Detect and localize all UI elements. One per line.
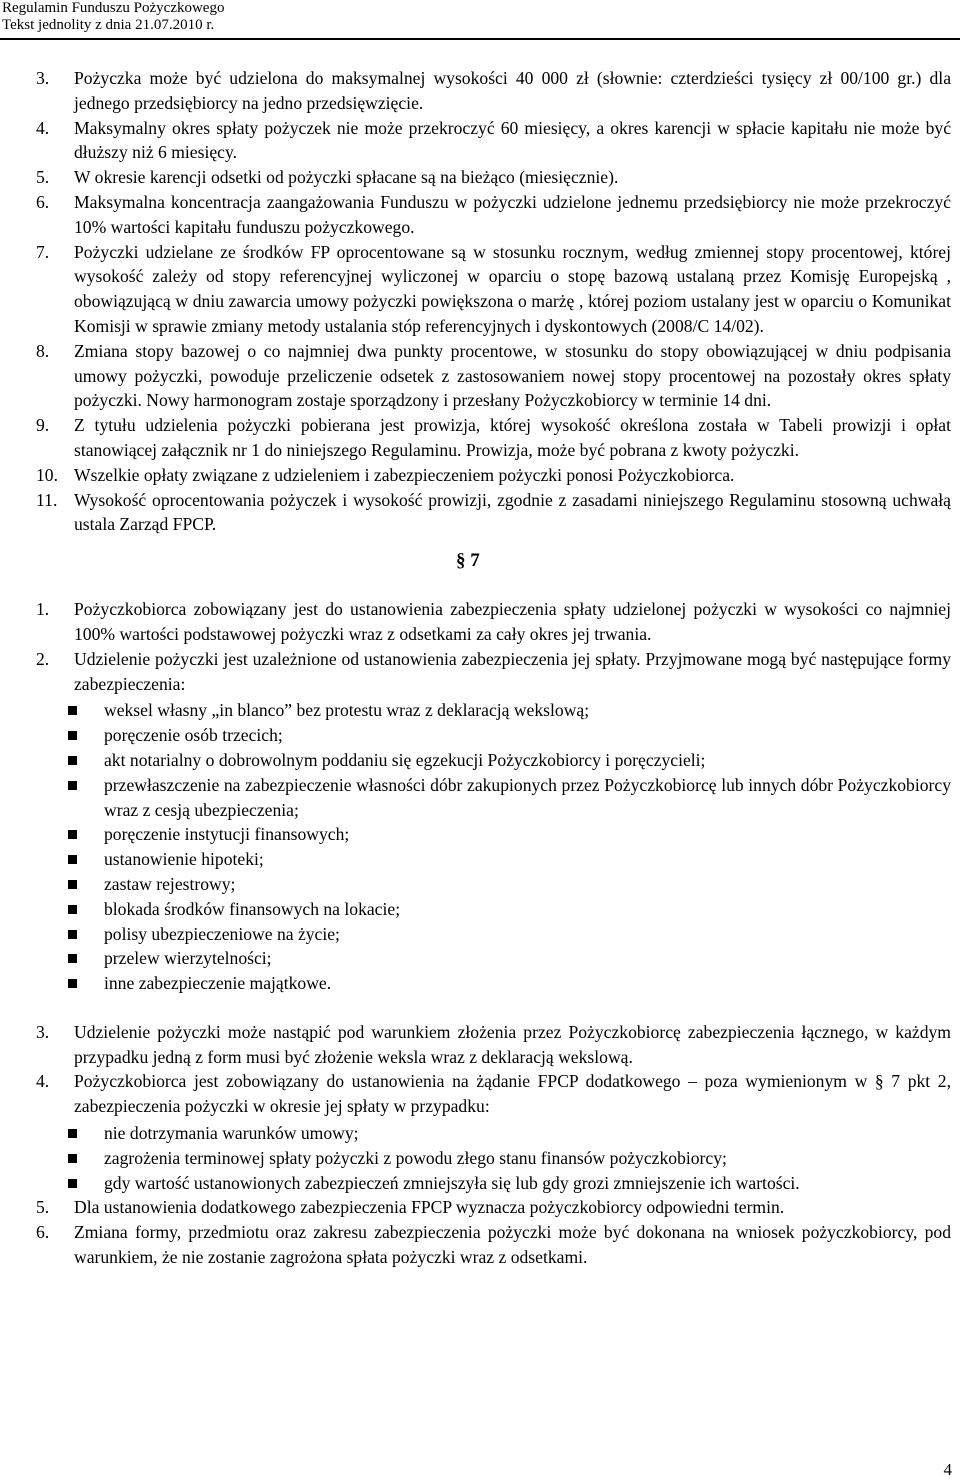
list-item <box>36 66 951 116</box>
square-bullet-icon <box>36 748 104 773</box>
section-number: 7 <box>470 550 480 572</box>
item-number: 1. <box>36 599 50 620</box>
bullet-item: przewłaszczenie na zabezpieczenie własności dóbr zakupionych przez Pożyczkobiorcę lub innych dóbr Pożyczkobiorcy wraz z cesją ubezpieczenia; <box>36 773 951 823</box>
item-number: 2. <box>36 648 50 669</box>
list-item <box>36 240 951 339</box>
section-heading <box>36 537 951 597</box>
collateral-forms-list <box>36 698 951 996</box>
bullet-item: polisy ubezpieczeniowe na życie; <box>36 922 951 947</box>
header-divider <box>0 38 960 40</box>
list-item <box>36 1069 951 1119</box>
list-item <box>36 488 951 538</box>
item-number: 4. <box>36 1071 50 1092</box>
square-bullet-icon <box>36 698 104 723</box>
item-text: Pożyczki udzielane ze środków FP oprocentowane są w stosunku rocznym, według zmiennej stopy procentowej, której wysokość zależy od stopy referencyjnej wyliczonej w oparciu o stopę bazową ustalaną przez Komisję Europejską , obowiązującą w dniu zawarcia umowy pożyczki powiększona o marżę , której poziom ustalany jest w oparciu o Komunikat Komisji w sprawie zmiany metody ustalania stóp referencyjnych i dyskontowych (2008/C 14/02). <box>74 241 951 336</box>
bullet-item: przelew wierzytelności; <box>36 946 951 971</box>
square-bullet-icon <box>36 773 104 823</box>
list-item <box>36 1195 951 1220</box>
bullet-item: nie dotrzymania warunków umowy; <box>36 1121 951 1146</box>
item-text: Udzielenie pożyczki może nastąpić pod warunkiem złożenia przez Pożyczkobiorcę zabezpieczenia łącznego, w każdym przypadku jedną z form musi być złożenie weksla wraz z deklaracją wekslową. <box>74 1021 951 1067</box>
list-item <box>36 647 951 697</box>
square-bullet-icon <box>36 847 104 872</box>
section-symbol: § <box>456 550 466 572</box>
square-bullet-icon <box>36 1171 104 1196</box>
list-item <box>36 339 951 413</box>
square-bullet-icon <box>36 971 104 996</box>
bullet-item: poręczenie instytucji finansowych; <box>36 822 951 847</box>
list-item <box>36 597 951 647</box>
list-item <box>36 165 951 190</box>
square-bullet-icon <box>36 1121 104 1146</box>
item-number: 8. <box>36 340 50 361</box>
item-text: Maksymalny okres spłaty pożyczek nie może przekroczyć 60 miesięcy, a okres karencji w spłacie kapitału nie może być dłuższy niż 6 miesięcy. <box>74 117 951 163</box>
bullet-item: poręczenie osób trzecich; <box>36 723 951 748</box>
square-bullet-icon <box>36 723 104 748</box>
item-number: 6. <box>36 1222 50 1243</box>
item-number: 3. <box>36 1021 50 1042</box>
item-number: 6. <box>36 191 50 212</box>
square-bullet-icon <box>36 1146 104 1171</box>
item-number: 4. <box>36 117 50 138</box>
list-item <box>36 116 951 166</box>
item-number: 10. <box>36 464 58 485</box>
item-text: W okresie karencji odsetki od pożyczki spłacane są na bieżąco (miesięcznie). <box>74 167 619 188</box>
bullet-item: zagrożenia terminowej spłaty pożyczki z powodu złego stanu finansów pożyczkobiorcy; <box>36 1146 951 1171</box>
item-number: 5. <box>36 1197 50 1218</box>
document-body <box>36 66 951 1270</box>
page-number: 4 <box>943 1460 952 1479</box>
item-text: Wszelkie opłaty związane z udzieleniem i zabezpieczeniem pożyczki ponosi Pożyczkobiorca. <box>74 464 735 485</box>
bullet-item: akt notarialny o dobrowolnym poddaniu się egzekucji Pożyczkobiorcy i poręczycieli; <box>36 748 951 773</box>
item-text: Wysokość oprocentowania pożyczek i wysokość prowizji, zgodnie z zasadami niniejszego Regulaminu stosowną uchwałą ustala Zarząd FPCP. <box>74 489 951 535</box>
item-text: Udzielenie pożyczki jest uzależnione od ustanowienia zabezpieczenia jej spłaty. Przyjmowane mogą być następujące formy zabezpieczenia: <box>74 648 951 694</box>
list-item <box>36 1020 951 1070</box>
square-bullet-icon <box>36 922 104 947</box>
bullet-item: inne zabezpieczenie majątkowe. <box>36 971 951 996</box>
item-number: 11. <box>36 489 58 510</box>
item-text: Dla ustanowienia dodatkowego zabezpieczenia FPCP wyznacza pożyczkobiorcy odpowiedni termin. <box>74 1197 785 1218</box>
list-item <box>36 463 951 488</box>
item-text: Zmiana stopy bazowej o co najmniej dwa punkty procentowe, w stosunku do stopy obowiązującej w dniu podpisania umowy pożyczki, powoduje przeliczenie odsetek z zastosowaniem nowej stopy procentowej na pozostały okres spłaty pożyczki. Nowy harmonogram zostaje sporządzony i przesłany Pożyczkobiorcy w terminie 14 dni. <box>74 340 951 411</box>
header-title: Regulamin Funduszu Pożyczkowego <box>2 0 225 16</box>
item-number: 7. <box>36 241 50 262</box>
bullet-item: gdy wartość ustanowionych zabezpieczeń zmniejszyła się lub gdy grozi zmniejszenie ich wartości. <box>36 1171 951 1196</box>
square-bullet-icon <box>36 946 104 971</box>
item-text: Zmiana formy, przedmiotu oraz zakresu zabezpieczenia pożyczki może być dokonana na wniosek pożyczkobiorcy, pod warunkiem, że nie zostanie zagrożona spłata pożyczki wraz z odsetkami. <box>74 1222 951 1268</box>
item-number: 5. <box>36 167 50 188</box>
item-text: Maksymalna koncentracja zaangażowania Funduszu w pożyczki udzielone jednemu przedsiębiorcy nie może przekroczyć 10% wartości kapitału funduszu pożyczkowego. <box>74 191 951 237</box>
bullet-item: zastaw rejestrowy; <box>36 872 951 897</box>
square-bullet-icon <box>36 822 104 847</box>
item-number: 3. <box>36 68 50 88</box>
bullet-item: weksel własny „in blanco” bez protestu wraz z deklaracją wekslową; <box>36 698 951 723</box>
square-bullet-icon <box>36 897 104 922</box>
square-bullet-icon <box>36 872 104 897</box>
item-text: Pożyczka może być udzielona do maksymalnej wysokości 40 000 zł (słownie: czterdzieści tysięcy zł 00/100 gr.) dla jednego przedsiębiorcy na jedno przedsięwzięcie. <box>74 68 951 113</box>
bullet-item: ustanowienie hipoteki; <box>36 847 951 872</box>
document-header <box>2 0 224 34</box>
item-text: Pożyczkobiorca jest zobowiązany do ustanowienia na żądanie FPCP dodatkowego – poza wymienionym w § 7 pkt 2, zabezpieczenia pożyczki w okresie jej spłaty w przypadku: <box>74 1071 951 1117</box>
item-text: Z tytułu udzielenia pożyczki pobierana jest prowizja, której wysokość określona została w Tabeli prowizji i opłat stanowiącej załącznik nr 1 do niniejszego Regulaminu. Prowizja, może być pobrana z kwoty pożyczki. <box>74 415 951 460</box>
item-number: 9. <box>36 415 50 436</box>
bullet-item: blokada środków finansowych na lokacie; <box>36 897 951 922</box>
list-item <box>36 190 951 240</box>
header-subtitle: Tekst jednolity z dnia 21.07.2010 r. <box>2 17 215 33</box>
item-text: Pożyczkobiorca zobowiązany jest do ustanowienia zabezpieczenia spłaty udzielonej pożyczki w wysokości co najmniej 100% wartości podstawowej pożyczki wraz z odsetkami za cały okres jej trwania. <box>74 599 951 644</box>
list-item <box>36 1220 951 1270</box>
list-item <box>36 413 951 463</box>
additional-collateral-cases-list <box>36 1121 951 1195</box>
